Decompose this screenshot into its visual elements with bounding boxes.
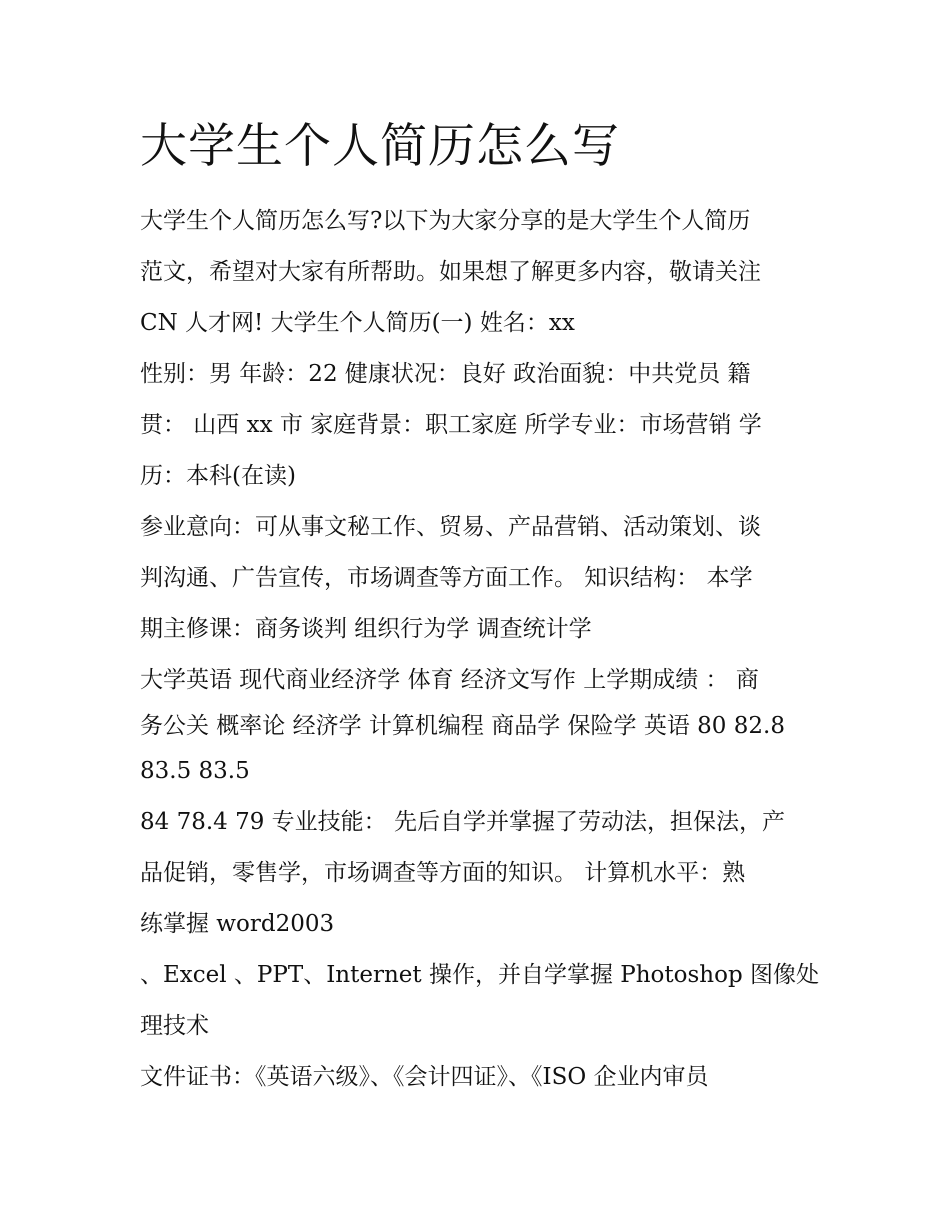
text-line: 历：本科(在读) (140, 463, 296, 489)
text-line: 性别：男 年龄：22 健康状况：良好 政治面貌：中共党员 籍 (140, 361, 751, 387)
text-line: 大学生个人简历怎么写?以下为大家分享的是大学生个人简历 (140, 208, 751, 234)
page-title: 大学生个人简历怎么写 (140, 119, 620, 174)
text-line: 范文，希望对大家有所帮助。如果想了解更多内容，敬请关注 (140, 259, 761, 285)
body-text (140, 196, 820, 1103)
text-line: 务公关 概率论 经济学 计算机编程 商品学 保险学 英语 80 82.8 (140, 713, 785, 739)
text-line: 83.5 83.5 (140, 758, 250, 784)
text-line: 贯： 山西 xx 市 家庭背景：职工家庭 所学专业：市场营销 学 (140, 412, 762, 438)
text-line: 判沟通、广告宣传，市场调查等方面工作。 知识结构： 本学 (140, 565, 753, 591)
text-line: 期主修课：商务谈判 组织行为学 调查统计学 (140, 616, 592, 642)
text-line: 84 78.4 79 专业技能： 先后自学并掌握了劳动法，担保法，产 (140, 809, 785, 835)
text-line: 练掌握 word2003 (140, 911, 335, 937)
text-line: 、Excel 、PPT、Internet 操作，并自学掌握 Photoshop 图像处 (140, 962, 819, 988)
text-line: 大学英语 现代商业经济学 体育 经济文写作 上学期成绩 ： 商 (140, 667, 759, 693)
text-line: 文件证书：《英语六级》、《会计四证》、《ISO 企业内审员 (140, 1064, 709, 1090)
text-line: CN 人才网! 大学生个人简历(一) 姓名：xx (140, 310, 575, 336)
text-line: 参业意向：可从事文秘工作、贸易、产品营销、活动策划、谈 (140, 514, 761, 540)
text-line: 品促销，零售学，市场调查等方面的知识。 计算机水平：熟 (140, 860, 746, 886)
text-line: 理技术 (140, 1013, 209, 1039)
